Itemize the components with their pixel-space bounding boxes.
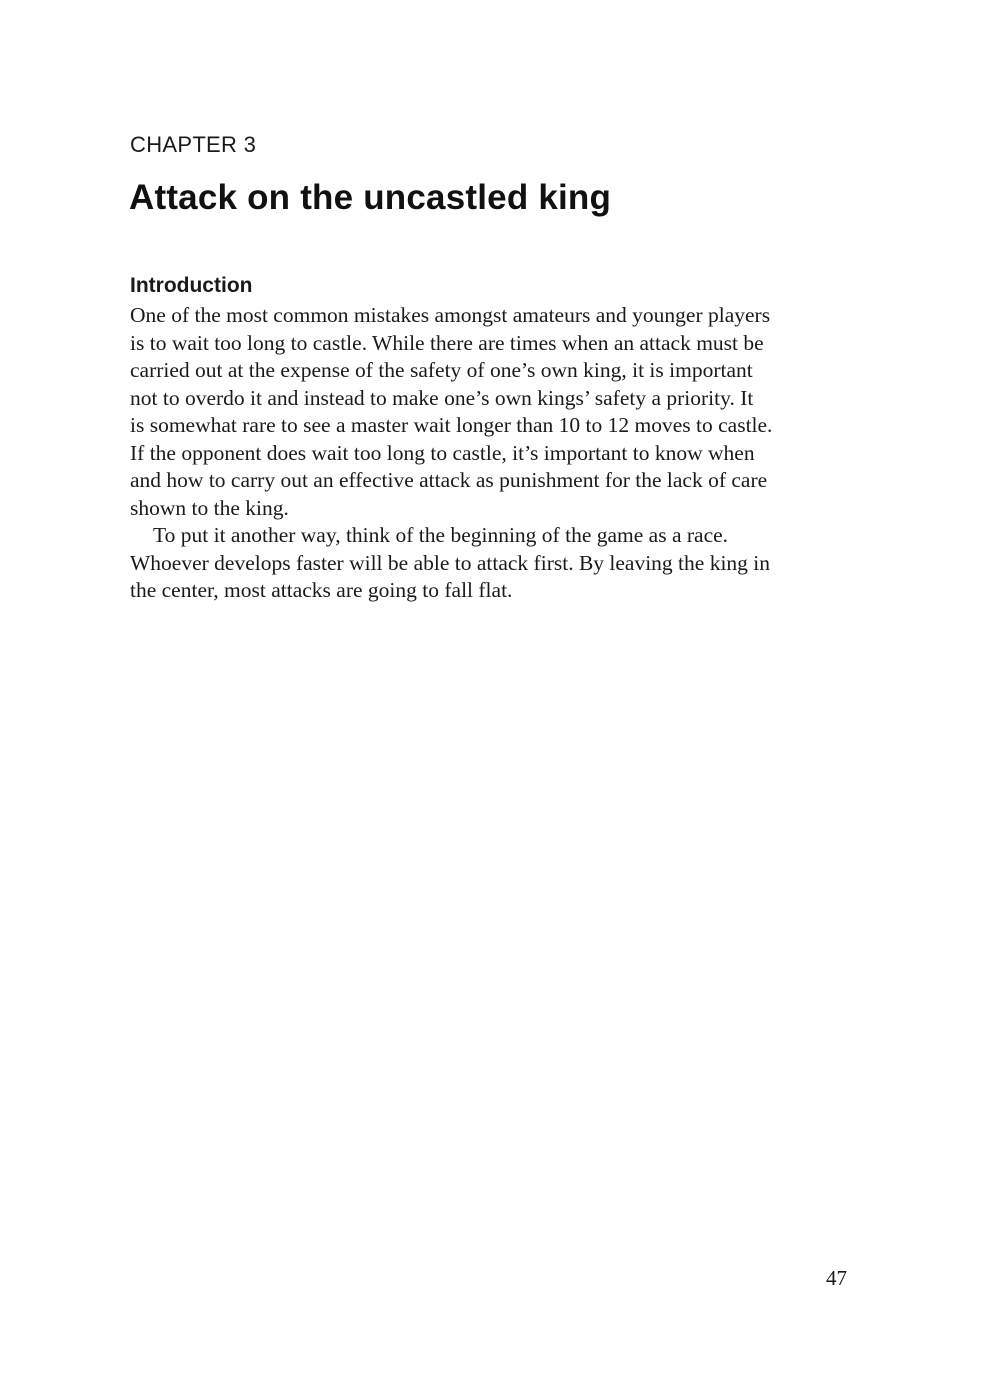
text-line: is to wait too long to castle. While there are times when an attack must be [130, 330, 764, 355]
text-line: If the opponent does wait too long to castle, it’s important to know when [130, 440, 755, 465]
introduction-text [130, 302, 865, 605]
text-line: One of the most common mistakes amongst amateurs and younger players [130, 303, 771, 327]
text-line: shown to the king. [130, 495, 289, 520]
chapter-label: CHAPTER 3 [130, 132, 257, 157]
text-line: the center, most attacks are going to fall flat. [130, 578, 513, 602]
paragraph-2 [130, 522, 865, 605]
text-line: To put it another way, think of the beginning of the game as a race. [153, 523, 729, 547]
text-line: Whoever develops faster will be able to attack first. By leaving the king in [130, 550, 771, 575]
paragraph-1 [130, 302, 865, 522]
section-heading: Introduction [130, 274, 253, 297]
text-line: is somewhat rare to see a master wait longer than 10 to 12 moves to castle. [130, 413, 773, 437]
text-line: carried out at the expense of the safety of one’s own king, it is important [130, 358, 753, 382]
chapter-title: Attack on the uncastled king [129, 178, 612, 217]
text-line: not to overdo it and instead to make one’s own kings’ safety a priority. It [130, 385, 754, 410]
text-line: and how to carry out an effective attack as punishment for the lack of care [130, 468, 768, 492]
page-number: 47 [826, 1266, 847, 1290]
